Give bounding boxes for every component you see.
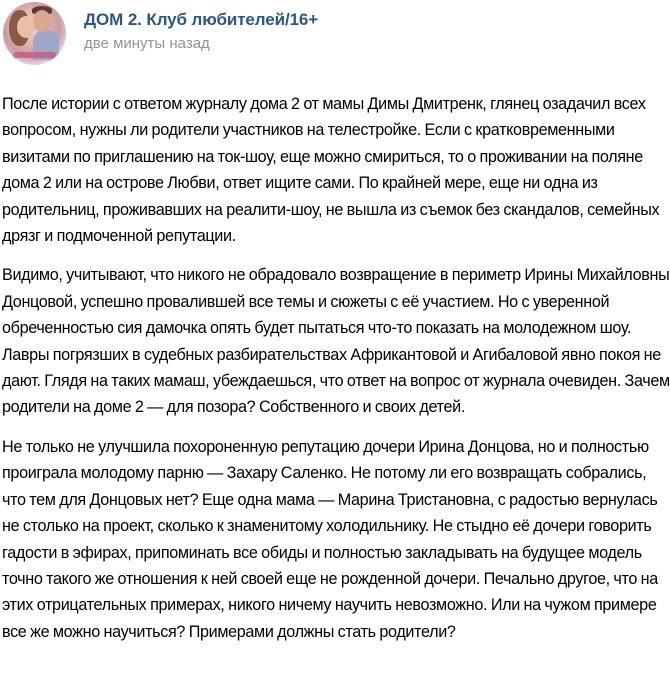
post-timestamp-link[interactable]: две минуты назад bbox=[84, 35, 210, 52]
post-paragraph-1: После истории с ответом журналу дома 2 от мамы Димы Дмитренк, глянец озадачил всех вопросом, нужны ли родители участников на телестройке. Если с кратковременными визитами по приглашению на ток-шоу, еще можно смириться, то о проживании на поляне дома 2 или на острове Любви, ответ ищите сами. По крайней мере, еще ни одна из родительниц, проживавших на реалити-шоу, не вышла из съемок без скандалов, семейных дрязг и подмоченной репутации. bbox=[2, 95, 660, 246]
avatar-photo-face-man bbox=[33, 10, 51, 32]
post-paragraph-2: Видимо, учитывают, что никого не обрадовало возвращение в периметр Ирины Михайловны Донцовой, успешно провалившей все темы и сюжеты с её участием. Но с уверенной обреченностью сия дамочка опять будет пытаться что-то показать на молодежном шоу. Лавры погрязших в судебных разбирательствах Африкантовой и Агибаловой явно покоя не дают. Глядя на таких мамаш, убеждаешься, что ответ на вопрос от журнала очевиден. Зачем родители на доме 2 — для позора? Собственного и своих детей. bbox=[2, 266, 670, 417]
post-body bbox=[2, 91, 670, 658]
post-header bbox=[0, 0, 670, 70]
avatar-photo-banner bbox=[13, 52, 56, 58]
group-name-link[interactable]: ДОМ 2. Клуб любителей/16+ bbox=[84, 10, 319, 29]
post-paragraph-3: Не только не улучшила похороненную репутацию дочери Ирина Донцова, но и полностью проиграла молодому парню — Захару Саленко. Не потому ли его возвращать собрались, что тем для Донцовых нет? Еще одна мама — Марина Тристановна, с радостью вернулась не столько на проект, сколько к знаменитому холодильнику. Не стыдно её дочери говорить гадости в эфирах, припоминать все обиды и полностью закладывать на будущее модель точно такого же отношения к ней своей еще не рожденной дочери. Печально другое, что на этих отрицательных примерах, никого ничему научить невозможно. Или на чужом примере все же можно научиться? Примерами должны стать родители? bbox=[2, 437, 658, 641]
group-avatar[interactable] bbox=[3, 2, 66, 65]
